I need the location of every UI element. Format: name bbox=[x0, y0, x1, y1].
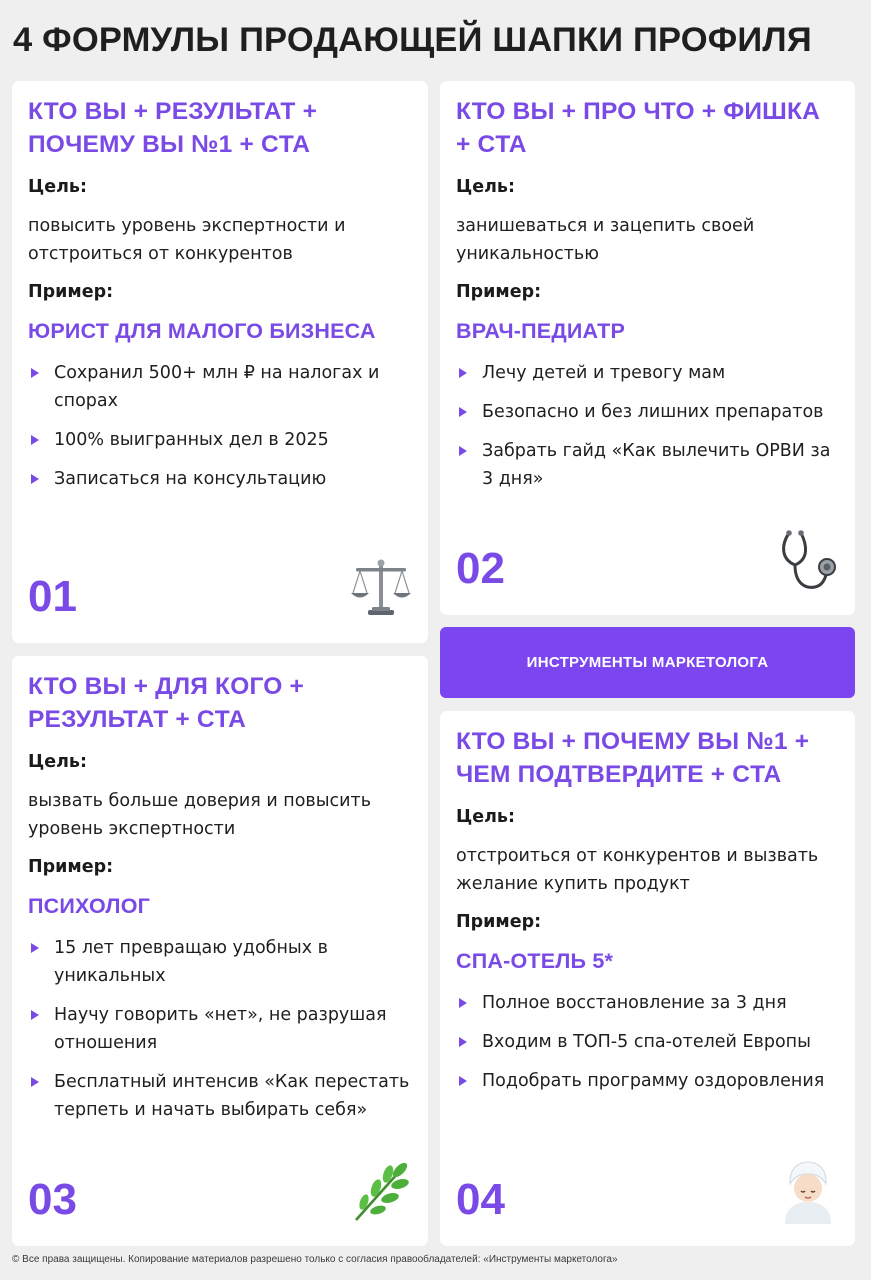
card-title: КТО ВЫ + РЕЗУЛЬТАТ + ПОЧЕМУ ВЫ №1 + CTA bbox=[28, 98, 318, 158]
example-bullets bbox=[28, 934, 412, 1124]
goal-text: повысить уровень экспертности и отстроиться от конкурентов bbox=[28, 216, 346, 264]
example-label: Пример: bbox=[28, 282, 114, 302]
page-title: 4 ФОРМУЛЫ ПРОДАЮЩЕЙ ШАПКИ ПРОФИЛЯ bbox=[13, 21, 812, 59]
bullet-item bbox=[28, 359, 412, 415]
bullet-item bbox=[28, 465, 412, 493]
goal-label: Цель: bbox=[456, 807, 515, 827]
example-label: Пример: bbox=[456, 282, 542, 302]
bullet-text: Безопасно и без лишних препаратов bbox=[482, 402, 824, 422]
goal-text: занишеваться и зацепить своей уникальностью bbox=[456, 216, 755, 264]
card-number: 04 bbox=[456, 1175, 505, 1224]
bullet-arrow-icon bbox=[459, 1037, 467, 1047]
formula-card-3 bbox=[12, 656, 428, 1246]
herb-icon bbox=[348, 1158, 414, 1224]
bullet-arrow-icon bbox=[31, 474, 39, 484]
formula-card-2 bbox=[440, 81, 855, 615]
bullet-item bbox=[28, 934, 412, 990]
example-label: Пример: bbox=[28, 857, 114, 877]
bullet-arrow-icon bbox=[459, 407, 467, 417]
bullet-item bbox=[456, 1028, 839, 1056]
spa-person-icon bbox=[775, 1158, 841, 1224]
bullet-arrow-icon bbox=[31, 1010, 39, 1020]
card-number: 01 bbox=[28, 572, 77, 621]
goal-label: Цель: bbox=[28, 752, 87, 772]
bullet-arrow-icon bbox=[459, 368, 467, 378]
bullet-arrow-icon bbox=[31, 943, 39, 953]
bullet-text: Забрать гайд «Как вылечить ОРВИ за 3 дня» bbox=[482, 441, 831, 489]
example-label: Пример: bbox=[456, 912, 542, 932]
stethoscope-icon bbox=[775, 527, 841, 593]
bullet-text: Полное восстановление за 3 дня bbox=[482, 993, 787, 1013]
goal-label: Цель: bbox=[28, 177, 87, 197]
scales-icon bbox=[348, 555, 414, 621]
bullet-arrow-icon bbox=[31, 435, 39, 445]
bullet-text: 100% выигранных дел в 2025 bbox=[54, 430, 329, 450]
bullet-arrow-icon bbox=[459, 998, 467, 1008]
bullet-text: Бесплатный интенсив «Как перестать терпеть и начать выбирать себя» bbox=[54, 1072, 410, 1120]
copyright-footer: © Все права защищены. Копирование материалов разрешено только с согласия правообладателей: «Инструменты маркетолога» bbox=[12, 1254, 618, 1265]
example-bullets bbox=[456, 359, 839, 493]
bullet-item bbox=[456, 989, 839, 1017]
bullet-arrow-icon bbox=[31, 368, 39, 378]
example-bullets bbox=[456, 989, 839, 1095]
bullet-item bbox=[456, 437, 839, 493]
bullet-item bbox=[28, 426, 412, 454]
bullet-text: Научу говорить «нет», не разрушая отношения bbox=[54, 1005, 387, 1053]
bullet-text: Входим в ТОП-5 спа-отелей Европы bbox=[482, 1032, 811, 1052]
formula-card-4 bbox=[440, 711, 855, 1246]
card-number: 03 bbox=[28, 1175, 77, 1224]
goal-text: отстроиться от конкурентов и вызвать желание купить продукт bbox=[456, 846, 819, 894]
card-title: КТО ВЫ + ДЛЯ КОГО + РЕЗУЛЬТАТ + CTA bbox=[28, 673, 304, 733]
bullet-arrow-icon bbox=[459, 1076, 467, 1086]
bullet-item bbox=[456, 398, 839, 426]
card-title: КТО ВЫ + ПОЧЕМУ ВЫ №1 + ЧЕМ ПОДТВЕРДИТЕ + CTA bbox=[456, 728, 810, 788]
goal-text: вызвать больше доверия и повысить уровень экспертности bbox=[28, 791, 372, 839]
bullet-arrow-icon bbox=[459, 446, 467, 456]
bullet-item bbox=[456, 1067, 839, 1095]
marketing-tools-button[interactable]: ИНСТРУМЕНТЫ МАРКЕТОЛОГА bbox=[440, 627, 855, 698]
example-title: СПА-ОТЕЛЬ 5* bbox=[456, 949, 614, 973]
formula-card-1 bbox=[12, 81, 428, 643]
card-title: КТО ВЫ + ПРО ЧТО + ФИШКА + CTA bbox=[456, 98, 821, 158]
goal-label: Цель: bbox=[456, 177, 515, 197]
bullet-text: Подобрать программу оздоровления bbox=[482, 1071, 825, 1091]
bullet-text: Лечу детей и тревогу мам bbox=[482, 363, 726, 383]
bullet-item bbox=[28, 1001, 412, 1057]
bullet-text: 15 лет превращаю удобных в уникальных bbox=[54, 938, 328, 986]
bullet-arrow-icon bbox=[31, 1077, 39, 1087]
bullet-text: Сохранил 500+ млн ₽ на налогах и спорах bbox=[54, 363, 380, 411]
card-number: 02 bbox=[456, 544, 505, 593]
example-title: ПСИХОЛОГ bbox=[28, 894, 151, 918]
bullet-item bbox=[456, 359, 839, 387]
example-title: ВРАЧ-ПЕДИАТР bbox=[456, 319, 626, 343]
example-title: ЮРИСТ ДЛЯ МАЛОГО БИЗНЕСА bbox=[28, 319, 376, 343]
bullet-text: Записаться на консультацию bbox=[54, 469, 327, 489]
bullet-item bbox=[28, 1068, 412, 1124]
example-bullets bbox=[28, 359, 412, 493]
